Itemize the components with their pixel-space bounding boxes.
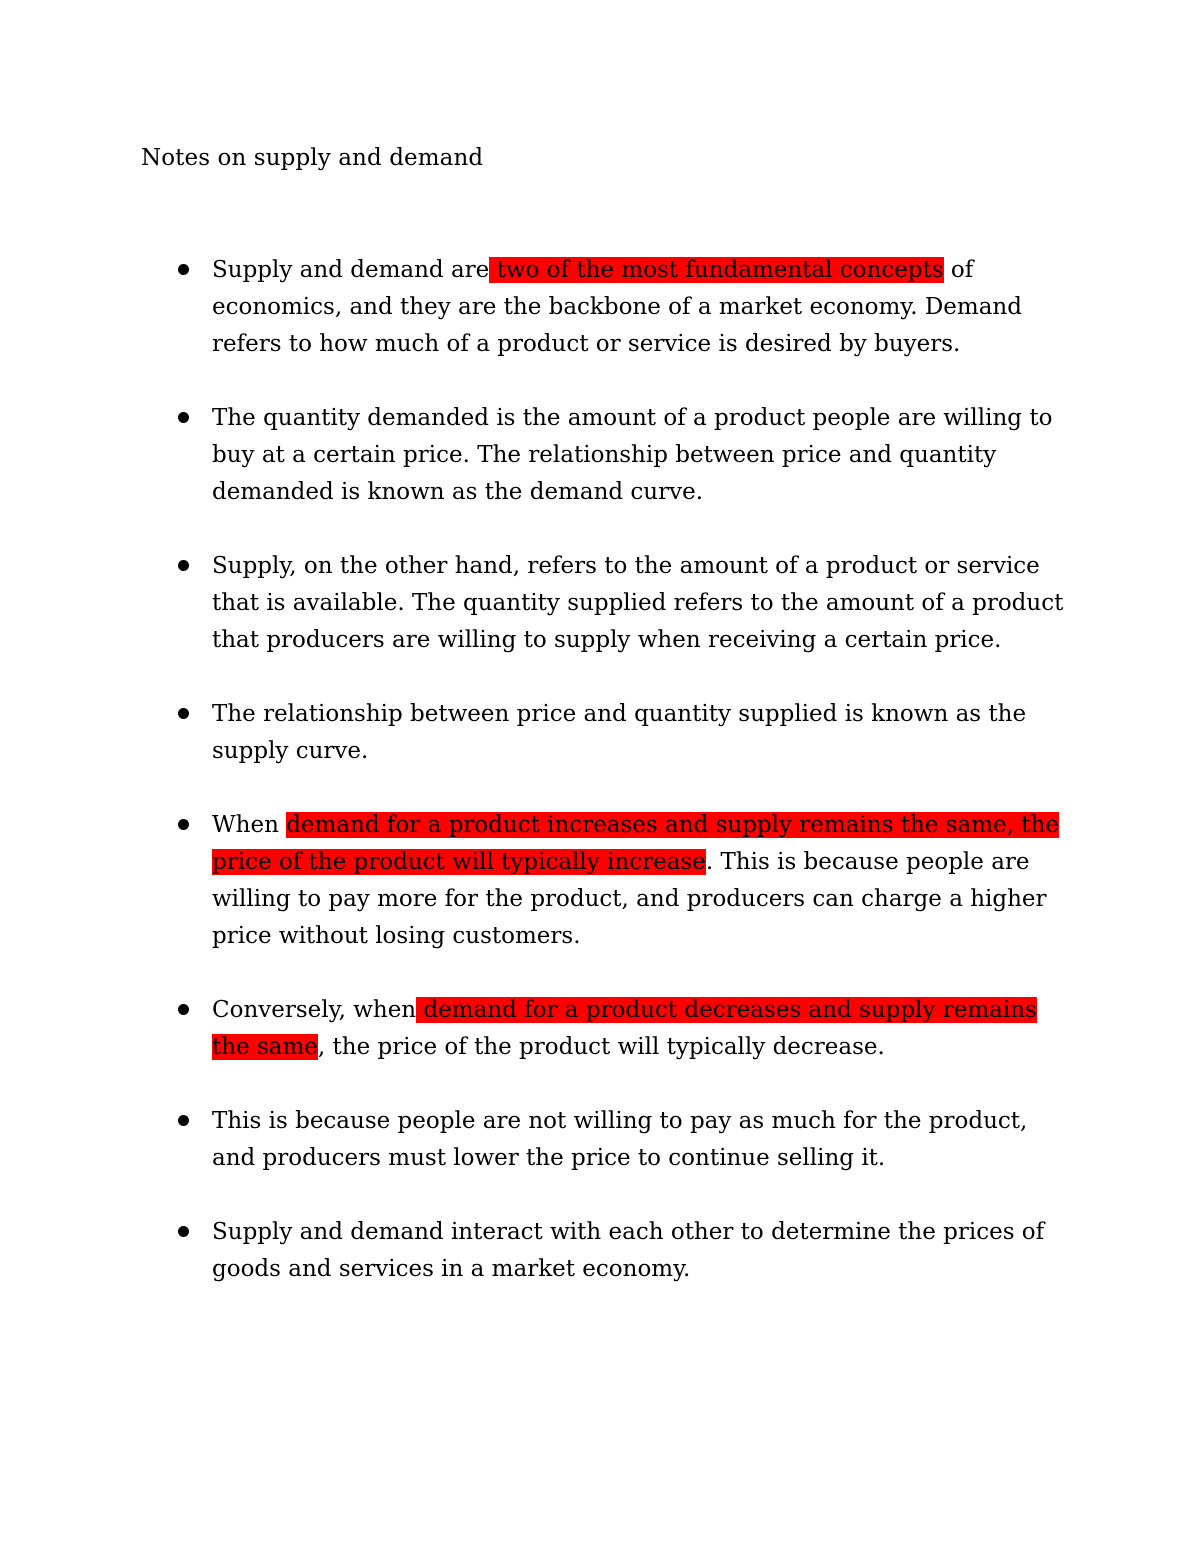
list-item [0, 1214, 1072, 1288]
note-text: When [212, 812, 287, 838]
list-item [0, 252, 1072, 363]
list-item [0, 400, 1072, 511]
list-item [0, 696, 1072, 770]
note-text: Supply and demand are [212, 257, 490, 283]
note-text: . This is because people are willing to pay more for the product, and producers can charge a higher price without losing customers. [212, 849, 1047, 949]
note-text: Conversely, when [212, 997, 417, 1023]
note-text: The quantity demanded is the amount of a product people are willing to buy at a certain price. The relationship between price and quantity demanded is known as the demand curve. [212, 405, 1053, 505]
bullet-icon [178, 1004, 189, 1015]
note-text: The relationship between price and quantity supplied is known as the supply curve. [212, 701, 1027, 764]
list-item [0, 1103, 1072, 1177]
highlighted-text: demand for a product decreases and supply remains the same [212, 997, 1037, 1060]
notes-list [0, 252, 1200, 1325]
document-title: Notes on supply and demand [141, 145, 484, 171]
note-text: This is because people are not willing to pay as much for the product, and producers must lower the price to continue selling it. [212, 1108, 1028, 1171]
bullet-icon [178, 819, 189, 830]
bullet-icon [178, 560, 189, 571]
highlighted-text: demand for a product increases and supply remains the same, the price of the product will typically increase [212, 812, 1059, 875]
bullet-icon [178, 412, 189, 423]
note-text: , the price of the product will typically decrease. [317, 1034, 885, 1060]
highlighted-text: two of the most fundamental concepts [489, 257, 944, 283]
note-text: Supply and demand interact with each other to determine the prices of goods and services in a market economy. [212, 1219, 1045, 1282]
note-text: Supply, on the other hand, refers to the amount of a product or service that is available. The quantity supplied refers to the amount of a product that producers are willing to supply when receiving a certain price. [212, 553, 1064, 653]
bullet-icon [178, 1226, 189, 1237]
bullet-icon [178, 264, 189, 275]
list-item [0, 992, 1072, 1066]
bullet-icon [178, 1115, 189, 1126]
list-item [0, 807, 1072, 955]
note-text: of economics, and they are the backbone of a market economy. Demand refers to how much of a product or service is desired by buyers. [212, 257, 1022, 357]
list-item [0, 548, 1072, 659]
bullet-icon [178, 708, 189, 719]
